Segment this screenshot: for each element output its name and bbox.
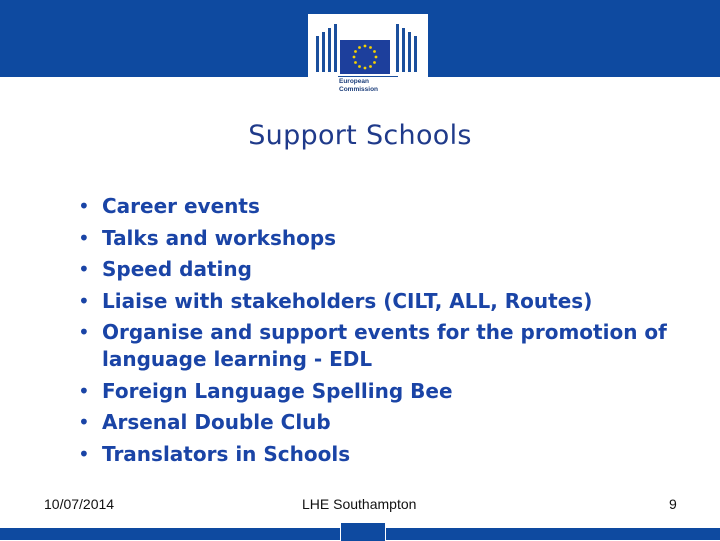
bottom-band-tab	[340, 522, 386, 541]
bullet-dot-icon: •	[78, 441, 90, 466]
bullet-list	[78, 193, 698, 472]
slide-title: Support Schools	[248, 120, 472, 151]
footer-presenter: LHE Southampton	[302, 496, 417, 512]
bullet-item	[78, 256, 698, 283]
bullet-text: Translators in Schools	[102, 441, 351, 466]
bullet-item	[78, 193, 698, 220]
bullet-item	[78, 225, 698, 252]
footer-date: 10/07/2014	[44, 496, 115, 512]
bullet-dot-icon: •	[78, 410, 90, 434]
logo-caption	[339, 78, 378, 94]
bullet-text: Foreign Language Spelling Bee	[102, 378, 453, 403]
logo-line-european: European	[339, 78, 369, 85]
bullet-text: Arsenal Double Club	[102, 410, 331, 434]
footer-page-number: 9	[669, 496, 677, 512]
bullet-text: Career events	[102, 194, 260, 218]
bullet-text: Liaise with stakeholders (CILT, ALL, Routes)	[102, 288, 593, 313]
bullet-item	[78, 409, 698, 436]
bullet-dot-icon: •	[78, 288, 90, 313]
bullet-item	[78, 441, 698, 468]
bullet-text: Organise and support events for the promotion of language learning - EDL	[102, 320, 667, 371]
bullet-dot-icon: •	[78, 378, 90, 403]
bullet-dot-icon: •	[78, 257, 90, 281]
bullet-dot-icon: •	[78, 194, 90, 218]
european-commission-logo	[308, 14, 428, 102]
bullet-text: Talks and workshops	[102, 225, 337, 250]
bullet-item	[78, 378, 698, 405]
bullet-dot-icon: •	[78, 225, 90, 250]
bullet-dot-icon: •	[78, 320, 90, 344]
bullet-text: Speed dating	[102, 257, 252, 281]
bullet-item	[78, 288, 698, 315]
bullet-item	[78, 319, 698, 373]
logo-line-commission: Commission	[339, 86, 379, 93]
